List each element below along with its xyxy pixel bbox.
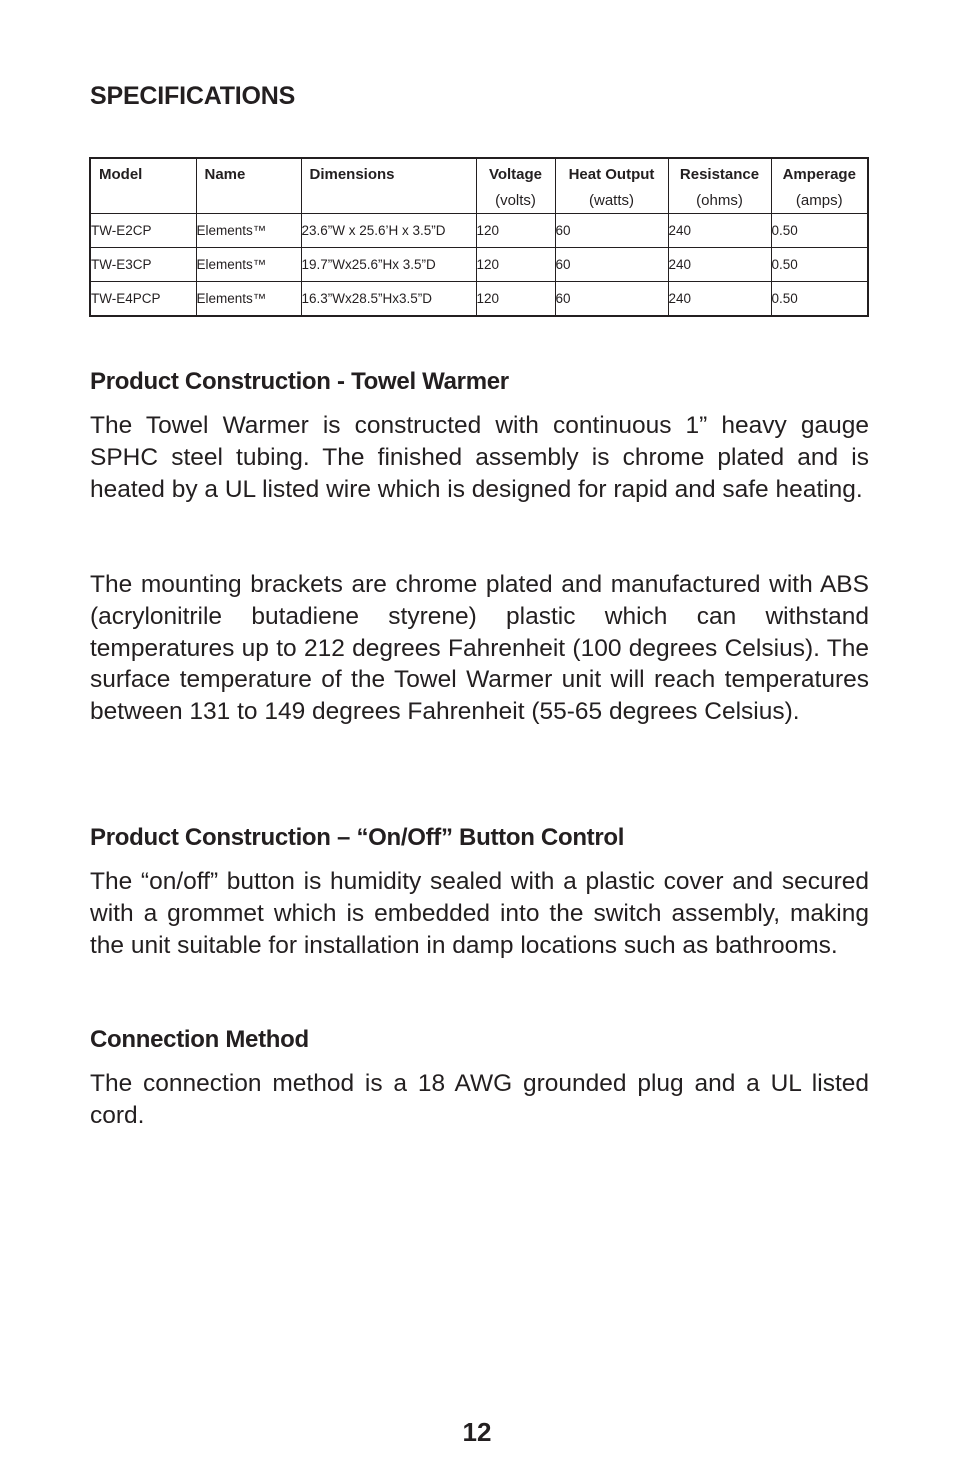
paragraph-towel-warmer-construction: The Towel Warmer is constructed with continuous 1” heavy gauge SPHC steel tubing. The finished assembly is chrome plated and is heated by a UL listed wire which is designed for rapid and safe heating. (90, 412, 869, 503)
cell-dimensions: 19.7”Wx25.6”Hx 3.5”D (301, 248, 476, 282)
heading-connection-method: Connection Method (90, 1026, 309, 1053)
cell-dimensions: 23.6”W x 25.6’H x 3.5”D (301, 214, 476, 248)
heat-output-unit: (watts) (589, 192, 634, 209)
paragraph-button-control: The “on/off” button is humidity sealed with a plastic cover and secured with a grommet which is embedded into the switch assembly, making the unit suitable for installation in damp locations such as bathrooms. (90, 868, 869, 959)
paragraph-connection-method: The connection method is a 18 AWG grounded plug and a UL listed cord. (90, 1070, 869, 1129)
column-header-dimensions: Dimensions (301, 158, 476, 214)
cell-resistance: 240 (668, 282, 771, 317)
resistance-unit: (ohms) (696, 192, 743, 209)
amperage-unit: (amps) (795, 192, 843, 209)
heading-towel-warmer-construction: Product Construction - Towel Warmer (90, 368, 509, 395)
cell-amperage: 0.50 (771, 248, 868, 282)
cell-amperage: 0.50 (771, 214, 868, 248)
page-number: 12 (462, 1417, 492, 1447)
column-header-voltage: Voltage (volts) (476, 158, 555, 214)
table-header-row (90, 158, 868, 214)
page-title: SPECIFICATIONS (90, 82, 296, 110)
cell-resistance: 240 (668, 248, 771, 282)
cell-model: TW-E3CP (90, 248, 196, 282)
table-row (90, 214, 868, 248)
cell-name: Elements™ (196, 214, 301, 248)
cell-voltage: 120 (476, 248, 555, 282)
cell-name: Elements™ (196, 282, 301, 317)
column-header-heat-output: Heat Output (watts) (555, 158, 668, 214)
column-header-resistance: Resistance (ohms) (668, 158, 771, 214)
cell-name: Elements™ (196, 248, 301, 282)
cell-heat-output: 60 (555, 282, 668, 317)
cell-heat-output: 60 (555, 214, 668, 248)
column-header-name: Name (196, 158, 301, 214)
cell-dimensions: 16.3”Wx28.5”Hx3.5”D (301, 282, 476, 317)
paragraph-mounting-brackets: The mounting brackets are chrome plated and manufactured with ABS (acrylonitrile butadiene styrene) plastic which can withstand temperatures up to 212 degrees Fahrenheit (100 degrees Celsius). The surface temperature of the Towel Warmer unit will reach temperatures between 131 to 149 degrees Fahrenheit (55-65 degrees Celsius). (90, 571, 869, 726)
cell-model: TW-E2CP (90, 214, 196, 248)
column-header-amperage: Amperage (amps) (771, 158, 868, 214)
heading-button-control: Product Construction – “On/Off” Button Control (90, 824, 625, 851)
cell-resistance: 240 (668, 214, 771, 248)
voltage-unit: (volts) (495, 192, 536, 209)
cell-amperage: 0.50 (771, 282, 868, 317)
table-row (90, 282, 868, 317)
cell-model: TW-E4PCP (90, 282, 196, 317)
cell-voltage: 120 (476, 282, 555, 317)
column-header-model: Model (90, 158, 196, 214)
table-row (90, 248, 868, 282)
cell-voltage: 120 (476, 214, 555, 248)
cell-heat-output: 60 (555, 248, 668, 282)
specifications-table (89, 157, 869, 317)
